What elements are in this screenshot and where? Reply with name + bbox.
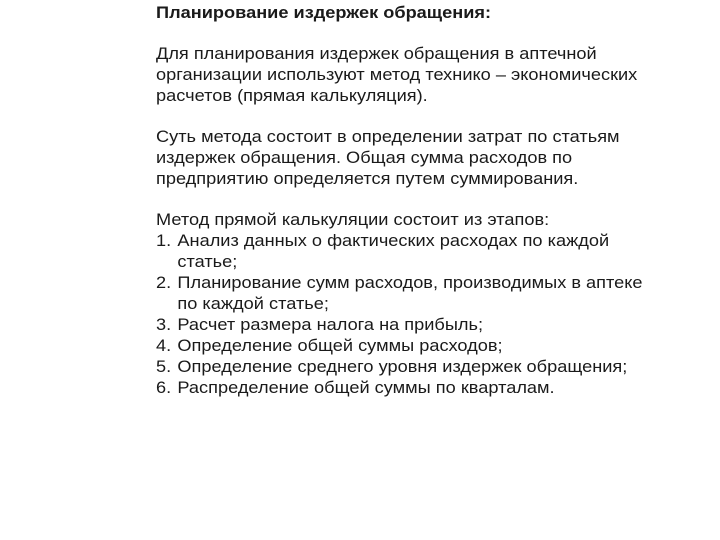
stages-list — [156, 230, 659, 398]
list-item — [156, 314, 659, 335]
list-item — [156, 356, 659, 377]
list-item — [156, 272, 659, 314]
list-item-number: 6. — [156, 378, 172, 397]
list-item — [156, 377, 659, 398]
list-item — [156, 335, 659, 356]
paragraph-method-intro: Для планирования издержек обращения в аптечной организации используют метод технико – экономических расчетов (прямая калькуляция). — [156, 44, 638, 105]
slide-content — [156, 2, 659, 398]
paragraph-method-essence: Суть метода состоит в определении затрат по статьям издержек обращения. Общая сумма расходов по предприятию определяется путем суммирования. — [156, 127, 620, 188]
list-item-number: 3. — [156, 315, 172, 334]
list-item-text: Расчет размера налога на прибыль; — [177, 315, 484, 334]
list-item-number: 1. — [156, 231, 172, 250]
list-item-text: Определение среднего уровня издержек обращения; — [177, 357, 628, 376]
list-item-text: Планирование сумм расходов, производимых в аптеке по каждой статье; — [177, 273, 643, 313]
list-item-number: 2. — [156, 273, 172, 292]
list-item-text: Определение общей суммы расходов; — [177, 336, 503, 355]
paragraph-stages-intro: Метод прямой калькуляции состоит из этапов: — [156, 210, 550, 229]
slide-title: Планирование издержек обращения: — [156, 3, 492, 22]
list-item-text: Анализ данных о фактических расходах по каждой статье; — [177, 231, 610, 271]
list-item-number: 4. — [156, 336, 172, 355]
list-item-text: Распределение общей суммы по кварталам. — [177, 378, 555, 397]
list-item — [156, 230, 659, 272]
list-item-number: 5. — [156, 357, 172, 376]
